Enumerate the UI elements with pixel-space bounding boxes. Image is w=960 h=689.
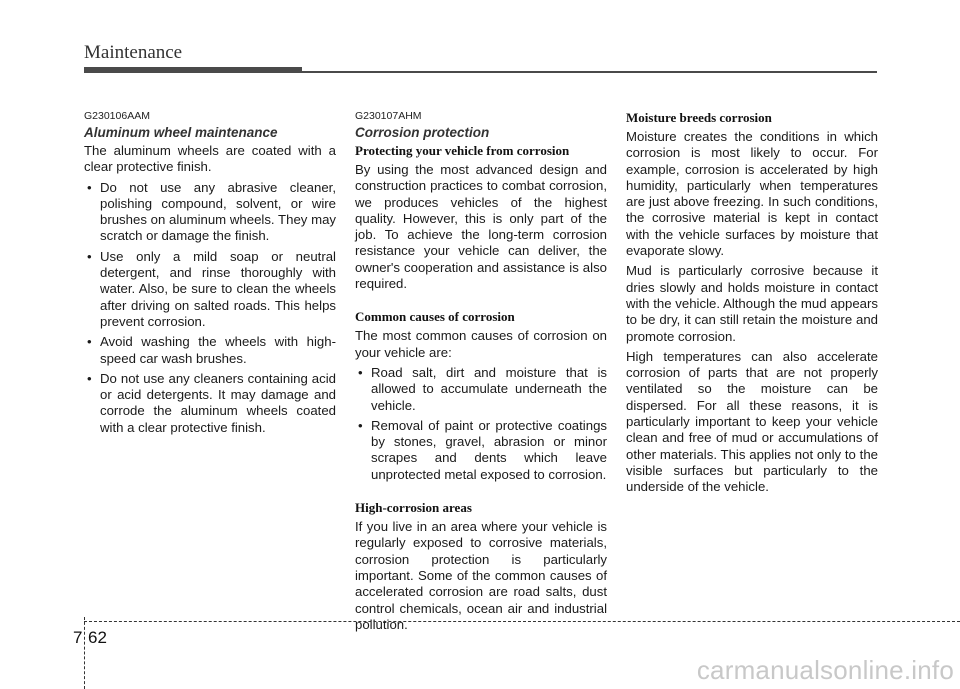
bullet-icon: •	[358, 364, 363, 380]
subheading-protecting: Protecting your vehicle from corrosion	[355, 143, 570, 158]
footer-vertical-rule	[84, 617, 85, 689]
header-rule-thin	[300, 71, 877, 73]
protecting-paragraph: By using the most advanced design and construction practices to combat corrosion, we produces vehicles of the highest quality. However, this is only part of the job. To achieve the long-term corrosion resistance your vehicle can deliver, the owner's cooperation and assistance is also required.	[355, 162, 607, 292]
subheading-high-corrosion: High-corrosion areas	[355, 500, 472, 516]
list-item	[355, 418, 607, 483]
subheading-moisture: Moisture breeds corrosion	[626, 110, 772, 125]
section-code: G230106AAM	[84, 110, 150, 122]
section-heading: Aluminum wheel maintenance	[84, 125, 278, 140]
chapter-number: 7	[73, 628, 83, 647]
intro-paragraph: The aluminum wheels are coated with a clear protective finish.	[84, 143, 336, 175]
list-item-text: Road salt, dirt and moisture that is allowed to accumulate underneath the vehicle.	[371, 364, 607, 413]
high-corrosion-paragraph: If you live in an area where your vehicle is regularly exposed to corrosive materials, corrosion protection is particularly important. Some of the common causes of accelerated corrosion are road salts, dust control chemicals, ocean air and industrial pollution.	[355, 519, 607, 632]
list-item	[84, 334, 336, 367]
watermark-text: carmanualsonline.info	[696, 655, 954, 685]
footer-horizontal-rule	[84, 621, 960, 622]
column-moisture	[626, 110, 878, 500]
mud-paragraph: Mud is particularly corrosive because it dries slowly and holds moisture in contact with the vehicle. Although the mud appears to be dry, it can still retain the moisture and promote corrosion.	[626, 263, 878, 344]
list-item-text: Do not use any cleaners containing acid or acid detergents. It may damage and corrode the aluminum wheels coated with a clear protective finish.	[100, 370, 336, 435]
column-corrosion-protection	[355, 110, 607, 637]
list-item-text: Do not use any abrasive cleaner, polishing compound, solvent, or wire brushes on aluminum wheels. They may scratch or damage the finish.	[100, 179, 336, 244]
list-item	[84, 180, 336, 245]
bullet-icon: •	[87, 334, 92, 350]
bullet-icon: •	[358, 417, 363, 433]
header-rule-thick	[84, 67, 302, 73]
causes-list	[355, 365, 607, 483]
page-number: 62	[88, 628, 107, 647]
list-item	[84, 371, 336, 436]
list-item-text: Use only a mild soap or neutral detergent, and rinse thoroughly with water. Also, be sure to clean the wheels after driving on salted roads. This helps prevent corrosion.	[100, 248, 336, 329]
bullet-icon: •	[87, 370, 92, 386]
list-item-text: Removal of paint or protective coatings by stones, gravel, abrasion or minor scrapes and dents which leave unprotected metal exposed to corrosion.	[371, 417, 607, 482]
list-item	[84, 249, 336, 330]
list-item	[355, 365, 607, 414]
temperature-paragraph: High temperatures can also accelerate corrosion of parts that are not properly ventilated so the moisture can be dispersed. For all these reasons, it is particularly important to keep your vehicle clean and free of mud or accumulations of other materials. This applies not only to the visible surfaces but particularly to the underside of the vehicle.	[626, 348, 878, 495]
moisture-paragraph: Moisture creates the conditions in which corrosion is most likely to occur. For example, corrosion is accelerated by high humidity, particularly when temperatures are just above freezing. In such conditions, the corrosive material is kept in contact with the vehicle surfaces by moisture that evaporate slowy.	[626, 129, 878, 259]
page-header-title: Maintenance	[84, 42, 183, 63]
spacer	[355, 487, 607, 500]
bullet-icon: •	[87, 248, 92, 264]
list-item-text: Avoid washing the wheels with high-speed car wash brushes.	[100, 334, 336, 366]
section-heading: Corrosion protection	[355, 125, 490, 140]
section-code: G230107AHM	[355, 110, 422, 122]
wheel-care-list	[84, 180, 336, 436]
column-aluminum-wheel	[84, 110, 336, 440]
common-causes-paragraph: The most common causes of corrosion on your vehicle are:	[355, 328, 607, 360]
spacer	[355, 296, 607, 309]
bullet-icon: •	[87, 179, 92, 195]
subheading-common-causes: Common causes of corrosion	[355, 309, 515, 325]
